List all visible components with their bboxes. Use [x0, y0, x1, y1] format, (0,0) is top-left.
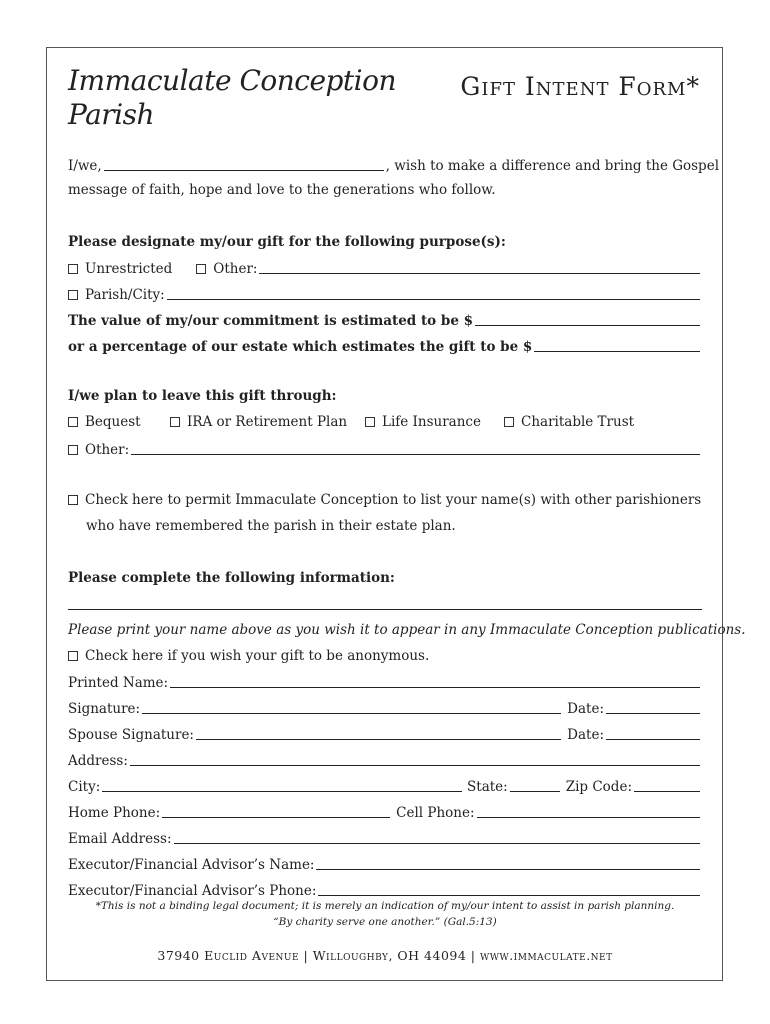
spouse-signature-label: Spouse Signature: [68, 727, 194, 743]
info-heading: Please complete the following information: [68, 570, 395, 586]
unrestricted-checkbox[interactable] [68, 264, 78, 274]
executor-name-label: Executor/Financial Advisor’s Name: [68, 857, 315, 873]
plan-heading: I/we plan to leave this gift through: [68, 388, 337, 404]
printed-name-row [68, 673, 702, 691]
purpose-other-checkbox[interactable] [196, 264, 206, 274]
address-label: Address: [68, 753, 128, 769]
cell-phone-label: Cell Phone: [396, 805, 475, 821]
executor-phone-row [68, 881, 702, 899]
signature-field[interactable] [142, 712, 561, 714]
spouse-date-label: Date: [567, 727, 604, 743]
executor-name-field[interactable] [316, 868, 700, 870]
name-field[interactable] [68, 609, 702, 610]
intro-line2: message of faith, hope and love to the generations who follow. [68, 182, 496, 198]
parish-city-label: Parish/City: [85, 287, 165, 303]
address-row [68, 751, 702, 769]
plan-other-label: Other: [85, 442, 130, 458]
iwe-row [68, 156, 720, 174]
email-label: Email Address: [68, 831, 172, 847]
purpose-row1 [68, 259, 702, 277]
executor-phone-field[interactable] [318, 894, 700, 896]
spouse-signature-row [68, 725, 702, 743]
signature-date-label: Date: [567, 701, 604, 717]
email-field[interactable] [174, 842, 700, 844]
printed-name-label: Printed Name: [68, 675, 169, 691]
parish-address: 37940 Euclid Avenue | Willoughby, OH 44094 | www.immaculate.net [157, 948, 613, 963]
parish-city-checkbox[interactable] [68, 290, 78, 300]
iwe-suffix: , wish to make a difference and bring the Gospel [385, 158, 720, 174]
bequest-checkbox[interactable] [68, 417, 78, 427]
charitable-trust-checkbox[interactable] [504, 417, 514, 427]
percent-field[interactable] [534, 350, 700, 352]
anonymous-checkbox[interactable] [68, 651, 78, 661]
state-field[interactable] [510, 790, 560, 792]
signature-label: Signature: [68, 701, 141, 717]
life-insurance-label: Life Insurance [382, 414, 481, 430]
purpose-other-label: Other: [213, 261, 258, 277]
purpose-other-field[interactable] [259, 272, 700, 274]
signature-date-field[interactable] [606, 712, 700, 714]
printed-name-field[interactable] [170, 686, 700, 688]
executor-phone-label: Executor/Financial Advisor’s Phone: [68, 883, 317, 899]
print-note: Please print your name above as you wish it to appear in any Immaculate Conception publications. [68, 622, 746, 638]
permit-line2: who have remembered the parish in their estate plan. [86, 518, 456, 534]
home-phone-field[interactable] [162, 816, 390, 818]
value-label: The value of my/our commitment is estimated to be $ [68, 313, 473, 329]
parish-name-line2: Parish [68, 98, 155, 131]
iwe-label: I/we, [68, 158, 102, 174]
charitable-trust-label: Charitable Trust [521, 414, 635, 430]
purpose-row2 [68, 285, 702, 303]
spouse-signature-field[interactable] [196, 738, 561, 740]
permit-checkbox[interactable] [68, 495, 78, 505]
permit-line1: Check here to permit Immaculate Conception to list your name(s) with other parishioners [85, 492, 702, 508]
city-row [68, 777, 702, 795]
city-field[interactable] [102, 790, 462, 792]
purpose-heading: Please designate my/our gift for the following purpose(s): [68, 234, 506, 250]
life-insurance-checkbox[interactable] [365, 417, 375, 427]
value-row [68, 311, 702, 329]
value-field[interactable] [475, 324, 700, 326]
unrestricted-label: Unrestricted [85, 261, 173, 277]
spouse-date-field[interactable] [606, 738, 700, 740]
parish-city-field[interactable] [167, 298, 700, 300]
percent-label: or a percentage of our estate which estimates the gift to be $ [68, 339, 533, 355]
scripture-quote: “By charity serve one another.” (Gal.5:13) [273, 916, 497, 928]
ira-label: IRA or Retirement Plan [187, 414, 348, 430]
plan-other-row [68, 440, 702, 458]
home-phone-label: Home Phone: [68, 805, 161, 821]
iwe-name-field[interactable] [104, 169, 384, 171]
address-field[interactable] [130, 764, 700, 766]
zip-field[interactable] [634, 790, 700, 792]
plan-other-checkbox[interactable] [68, 445, 78, 455]
percent-row [68, 337, 702, 355]
anonymous-label: Check here if you wish your gift to be anonymous. [85, 648, 430, 664]
signature-row [68, 699, 702, 717]
cell-phone-field[interactable] [477, 816, 700, 818]
state-label: State: [467, 779, 508, 795]
bequest-label: Bequest [85, 414, 141, 430]
plan-other-field[interactable] [131, 453, 700, 455]
form-title: Gift Intent Form* [460, 72, 700, 101]
ira-checkbox[interactable] [170, 417, 180, 427]
executor-name-row [68, 855, 702, 873]
city-label: City: [68, 779, 101, 795]
disclaimer: *This is not a binding legal document; it is merely an indication of my/our intent to assist in parish planning. [95, 900, 675, 912]
zip-label: Zip Code: [565, 779, 632, 795]
email-row [68, 829, 702, 847]
parish-name-line1: Immaculate Conception [68, 64, 397, 97]
phone-row [68, 803, 702, 821]
